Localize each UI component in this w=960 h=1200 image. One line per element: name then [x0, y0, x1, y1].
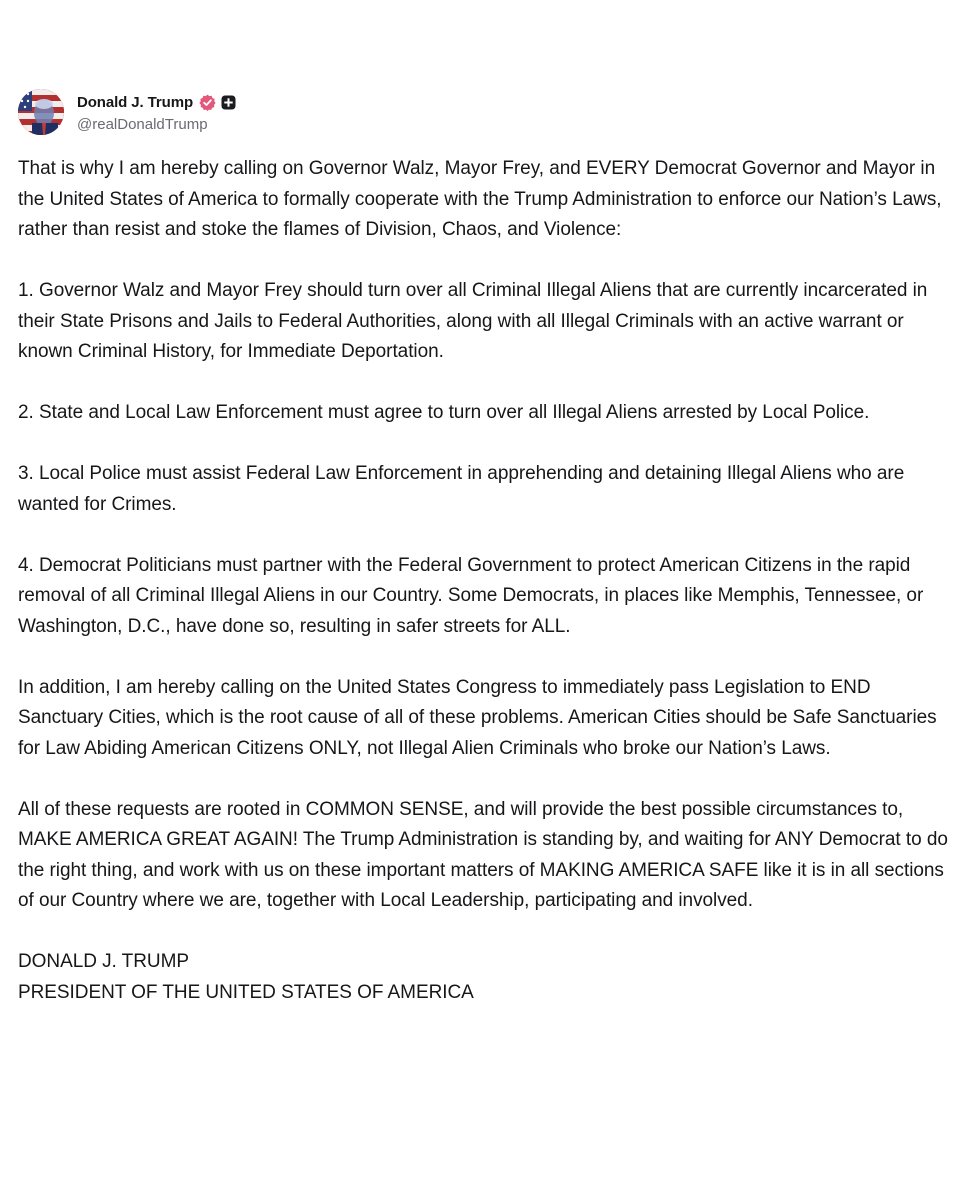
- avatar[interactable]: [18, 89, 64, 135]
- avatar-image: [18, 89, 64, 135]
- post-body: [18, 154, 948, 1008]
- signature-name: DONALD J. TRUMP: [18, 951, 189, 972]
- author-handle[interactable]: @realDonaldTrump: [77, 115, 208, 133]
- post-card: [18, 88, 948, 1008]
- post-paragraph: 2. State and Local Law Enforcement must agree to turn over all Illegal Aliens arrested by Local Police.: [18, 402, 870, 423]
- post-footer-clipped: [18, 1120, 948, 1127]
- post-paragraph: 3. Local Police must assist Federal Law Enforcement in apprehending and detaining Illegal Aliens who are wanted for Crimes.: [18, 463, 905, 515]
- signature-title: PRESIDENT OF THE UNITED STATES OF AMERICA: [18, 981, 474, 1003]
- verified-check-icon: [199, 94, 216, 111]
- post-paragraph: In addition, I am hereby calling on the United States Congress to immediately pass Legislation to END Sanctuary Cities, which is the root cause of all of these problems. American Cities should be Safe Sanctuaries for Law Abiding American Citizens ONLY, not Illegal Alien Criminals who broke our Nation’s Laws.: [18, 676, 937, 759]
- author-names: [77, 92, 236, 133]
- post-paragraph: All of these requests are rooted in COMMON SENSE, and will provide the best possible circumstances to, MAKE AMERICA GREAT AGAIN! The Trump Administration is standing by, and waiting for ANY Democrat to do the right thing, and work with us on these important matters of MAKING AMERICA SAFE like it is in all sections of our Country where we are, together with Local Leadership, participating and involved.: [18, 798, 948, 911]
- display-name[interactable]: Donald J. Trump: [77, 94, 194, 111]
- plus-badge-icon: [221, 95, 236, 110]
- post-paragraph: That is why I am hereby calling on Governor Walz, Mayor Frey, and EVERY Democrat Governor and Mayor in the United States of America to formally cooperate with the Trump Administration to enforce our Nation’s Laws, rather than resist and stoke the flames of Division, Chaos, and Violence:: [18, 158, 942, 240]
- post-paragraph: 1. Governor Walz and Mayor Frey should turn over all Criminal Illegal Aliens that are currently incarcerated in their State Prisons and Jails to Federal Authorities, along with all Illegal Criminals with an active warrant or known Criminal History, for Immediate Deportation.: [18, 280, 928, 362]
- signature-block: [18, 947, 948, 1008]
- post-paragraph: 4. Democrat Politicians must partner with the Federal Government to protect American Citizens in the rapid removal of all Criminal Illegal Aliens in our Country. Some Democrats, in places like Memphis, Tennessee, or Washington, D.C., have done so, resulting in safer streets for ALL.: [18, 554, 924, 637]
- name-row: [77, 92, 236, 114]
- post-header: [18, 88, 948, 136]
